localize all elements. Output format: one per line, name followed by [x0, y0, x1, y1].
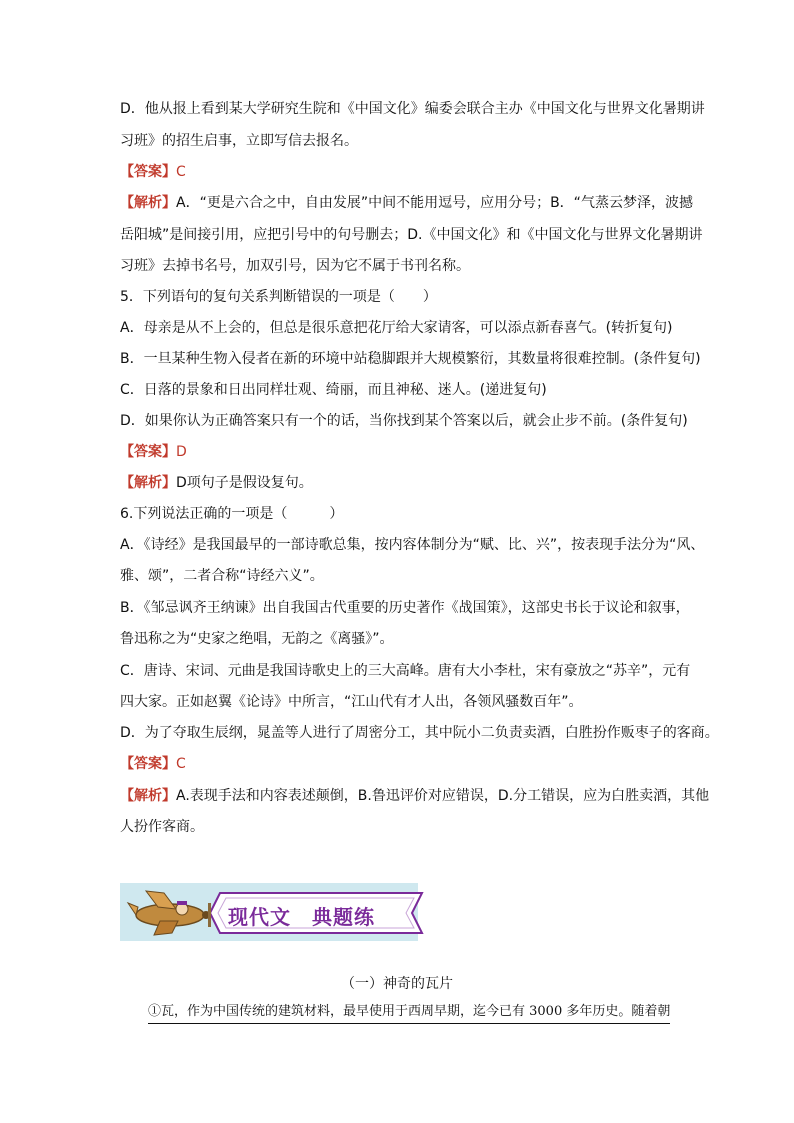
q5-analysis	[120, 473, 313, 493]
q5-option-d: D．如果你认为正确答案只有一个的话，当你找到某个答案以后，就会止步不前。(条件复句)	[120, 413, 688, 429]
passage-subtitle: （一）神奇的瓦片	[341, 976, 453, 992]
q6-option-b-line2: 鲁迅称之为“史家之绝唱，无韵之《离骚》”。	[120, 631, 394, 647]
answer-value: C	[176, 756, 186, 772]
q6-option-b-line1: B．《邹忌讽齐王纳谏》出自我国古代重要的历史著作《战国策》，这部史书长于议论和叙事，	[120, 600, 690, 616]
analysis-tag: 【解析】	[120, 475, 176, 491]
q4-analysis-line2: 岳阳城”是间接引用，应把引号中的句号删去；D.《中国文化》和《中国文化与世界文化暑期讲	[120, 227, 703, 243]
analysis-text: A．“更是六合之中，自由发展”中间不能用逗号，应用分号；B．“气蒸云梦泽，波撼	[176, 195, 693, 211]
q5-answer	[120, 442, 187, 462]
analysis-tag: 【解析】	[120, 788, 176, 804]
q6-option-d: D．为了夺取生辰纲，晁盖等人进行了周密分工，其中阮小二负责卖酒，白胜扮作贩枣子的客商。	[120, 725, 719, 741]
q4-analysis-line1	[120, 193, 693, 213]
analysis-text: D项句子是假设复句。	[176, 475, 313, 491]
q5-option-b: B．一旦某种生物入侵者在新的环境中站稳脚跟并大规模繁衍，其数量将很难控制。(条件复句)	[120, 351, 701, 367]
banner-title: 现代文 典题练	[228, 905, 375, 929]
answer-tag: 【答案】	[120, 164, 176, 180]
answer-tag: 【答案】	[120, 444, 176, 460]
q6-answer	[120, 754, 186, 774]
q4-analysis-line3: 习班》去掉书名号，加双引号，因为它不属于书刊名称。	[120, 258, 470, 274]
answer-tag: 【答案】	[120, 756, 176, 772]
q5-stem: 5．下列语句的复句关系判断错误的一项是（ ）	[120, 289, 437, 305]
airplane-icon	[124, 885, 214, 939]
q5-option-c: C．日落的景象和日出同样壮观、绮丽，而且神秘、迷人。(递进复句)	[120, 382, 547, 398]
analysis-tag: 【解析】	[120, 195, 176, 211]
q4-answer	[120, 162, 186, 182]
q6-option-c-line1: C．唐诗、宋词、元曲是我国诗歌史上的三大高峰。唐有大小李杜，宋有豪放之“苏辛”，元有	[120, 663, 691, 679]
q6-option-c-line2: 四大家。正如赵翼《论诗》中所言，“江山代有才人出，各领风骚数百年”。	[120, 694, 583, 710]
q5-option-a: A．母亲是从不上会的，但总是很乐意把花厅给大家请客，可以添点新春喜气。(转折复句)	[120, 320, 673, 336]
q6-analysis-line1	[120, 786, 709, 806]
q6-option-a-line1: A．《诗经》是我国最早的一部诗歌总集，按内容体制分为“赋、比、兴”，按表现手法分为“风、	[120, 537, 705, 553]
answer-value: D	[176, 444, 187, 460]
q6-stem: 6.下列说法正确的一项是（ ）	[120, 506, 344, 522]
q6-analysis-line2: 人扮作客商。	[120, 819, 204, 835]
analysis-text: A.表现手法和内容表述颠倒，B.鲁迅评价对应错误，D.分工错误，应为白胜卖酒，其他	[176, 788, 710, 804]
answer-value: C	[176, 164, 186, 180]
section-banner	[120, 883, 430, 941]
q6-option-a-line2: 雅、颂”，二者合称“诗经六义”。	[120, 568, 324, 584]
q4-option-d-line2: 习班》的招生启事，立即写信去报名。	[120, 133, 358, 149]
passage-first-line: ①瓦，作为中国传统的建筑材料，最早使用于西周早期，迄今已有 3000 多年历史。随着朝	[148, 1002, 670, 1024]
q4-option-d-line1: D．他从报上看到某大学研究生院和《中国文化》编委会联合主办《中国文化与世界文化暑期讲	[120, 101, 705, 117]
